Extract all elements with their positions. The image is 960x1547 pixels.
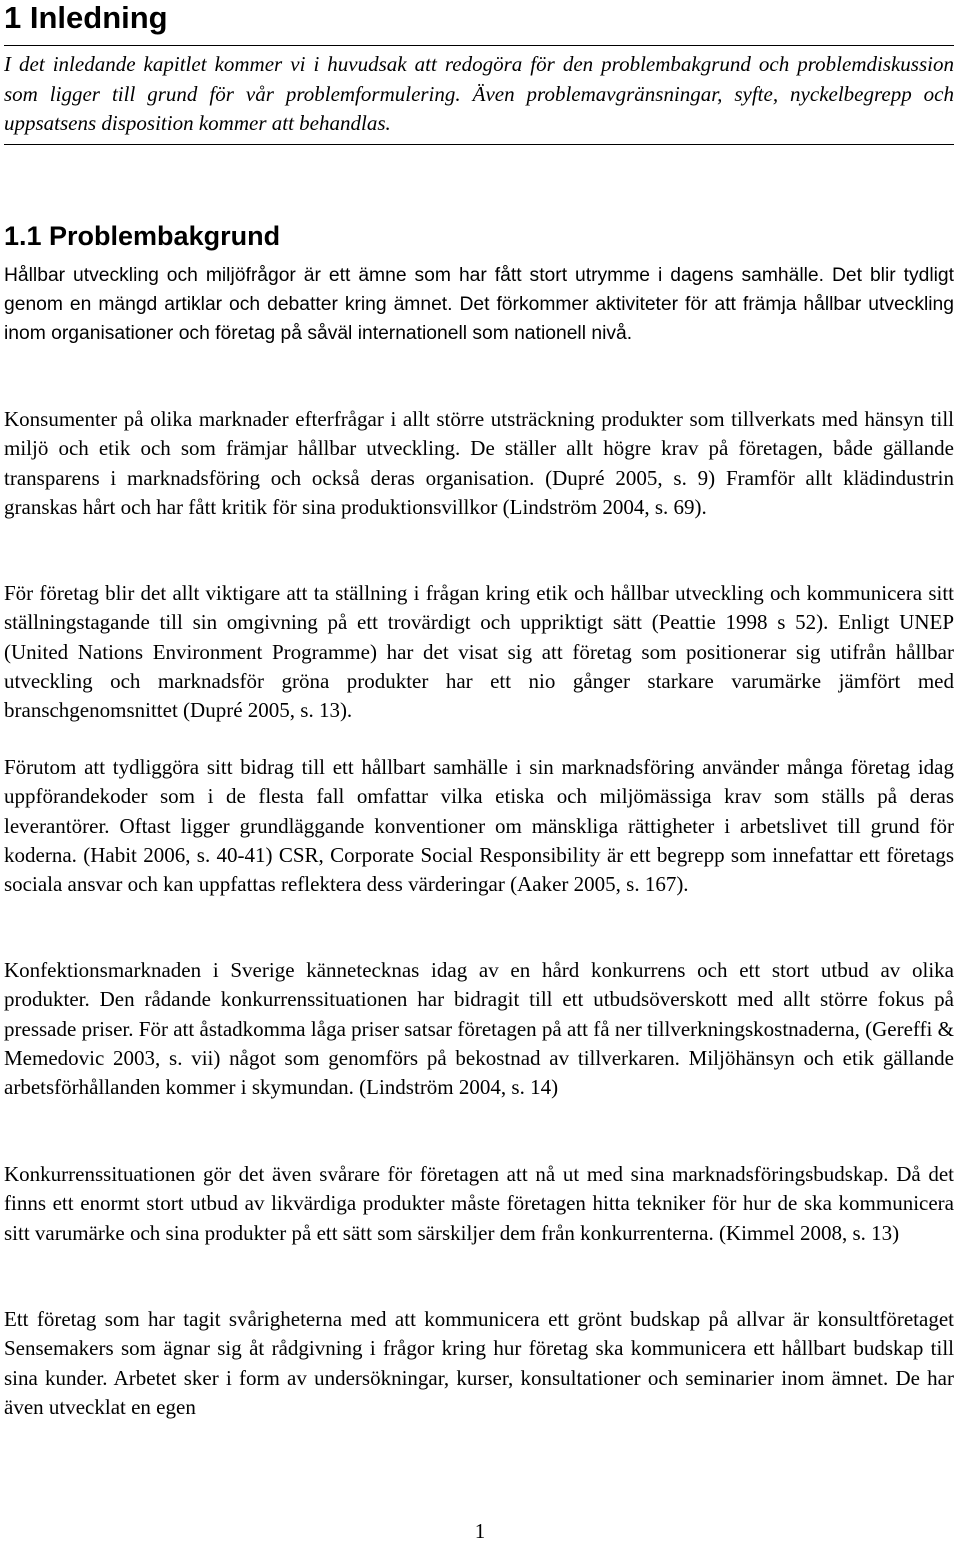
body-paragraph-4: Förutom att tydliggöra sitt bidrag till ett hållbart samhälle i sin marknadsföring använder många företag idag uppförandekoder som i de flesta fall omfattar vilka etiska och miljömässiga krav som ställs på deras leverantörer. Oftast ligger grundläggande konventioner om mänskliga rättigheter i arbetslivet till grund för koderna. (Habit 2006, s. 40-41) CSR, Corporate Social Responsibility är ett begrepp som innefattar ett företags sociala ansvar och kan uppfattas reflektera dess värderingar (Aaker 2005, s. 167). bbox=[4, 755, 954, 897]
body-paragraph-1: Hållbar utveckling och miljöfrågor är ett ämne som har fått stort utrymme i dagens samhälle. Det blir tydligt genom en mängd artiklar och debatter kring ämnet. Det förkommer aktiviteter för att främja hållbar utveckling inom organisationer och företag på såväl internationell som nationell nivå. bbox=[4, 265, 954, 344]
page-number: 1 bbox=[474, 1519, 486, 1543]
section-title: 1.1 Problembakgrund bbox=[4, 221, 281, 251]
body-paragraph-7: Ett företag som har tagit svårigheterna med att kommunicera ett grönt budskap på allvar är konsultföretaget Sensemakers som ägnar sig åt rådgivning i frågor kring hur företag ska kommunicera ett hållbart budskap till sina kunder. Arbetet sker i form av undersökningar, kurser, konsultationer och seminarier inom ämnet. De har även utvecklat en egen bbox=[4, 1307, 954, 1419]
body-paragraph-3: För företag blir det allt viktigare att ta ställning i frågan kring etik och hållbar utveckling och kommunicera sitt ställningstagande till sin omgivning på ett trovärdigt och uppriktigt sätt (Peattie 1998 s 52). Enligt UNEP (United Nations Environment Programme) har det visat sig att företag som positionerar sig utifrån hållbar utveckling och marknadsför gröna produkter har ett nio gånger starkare varumärke jämfört med branschgenomsnittet (Dupré 2005, s. 13). bbox=[4, 581, 954, 723]
chapter-title: 1 Inledning bbox=[4, 0, 168, 35]
body-paragraph-6: Konkurrenssituationen gör det även svårare för företagen att nå ut med sina marknadsföringsbudskap. Då det finns ett enormt stort utbud av likvärdiga produkter måste företagen hitta tekniker för hur de ska kommunicera sitt varumärke och sina produkter på ett sätt som särskiljer dem från konkurrenterna. (Kimmel 2008, s. 13) bbox=[4, 1162, 954, 1245]
chapter-intro: I det inledande kapitlet kommer vi i huvudsak att redogöra för den problembakgrund och problemdiskussion som ligger till grund för vår problemformulering. Även problemavgränsningar, syfte, nyckelbegrepp och uppsatsens disposition kommer att behandlas. bbox=[4, 45, 954, 145]
body-paragraph-2: Konsumenter på olika marknader efterfrågar i allt större utsträckning produkter som tillverkats med hänsyn till miljö och etik och som främjar hållbar utveckling. De ställer allt högre krav på företagen, både gällande transparens i marknadsföring och också deras organisation. (Dupré 2005, s. 9) Framför allt klädindustrin granskas hårt och har fått kritik för sina produktionsvillkor (Lindström 2004, s. 69). bbox=[4, 407, 954, 519]
body-paragraph-5: Konfektionsmarknaden i Sverige kännetecknas idag av en hård konkurrens och ett stort utbud av olika produkter. Den rådande konkurrenssituationen har bidragit till ett utbudsöverskott med allt större fokus på pressade priser. För att åstadkomma låga priser satsar företagen på att få ner tillverkningskostnaderna, (Gereffi & Memedovic 2003, s. vii) något som genomförs på bekostnad av tillverkaren. Miljöhänsyn och etik gällande arbetsförhållanden kommer i skymundan. (Lindström 2004, s. 14) bbox=[4, 958, 954, 1100]
